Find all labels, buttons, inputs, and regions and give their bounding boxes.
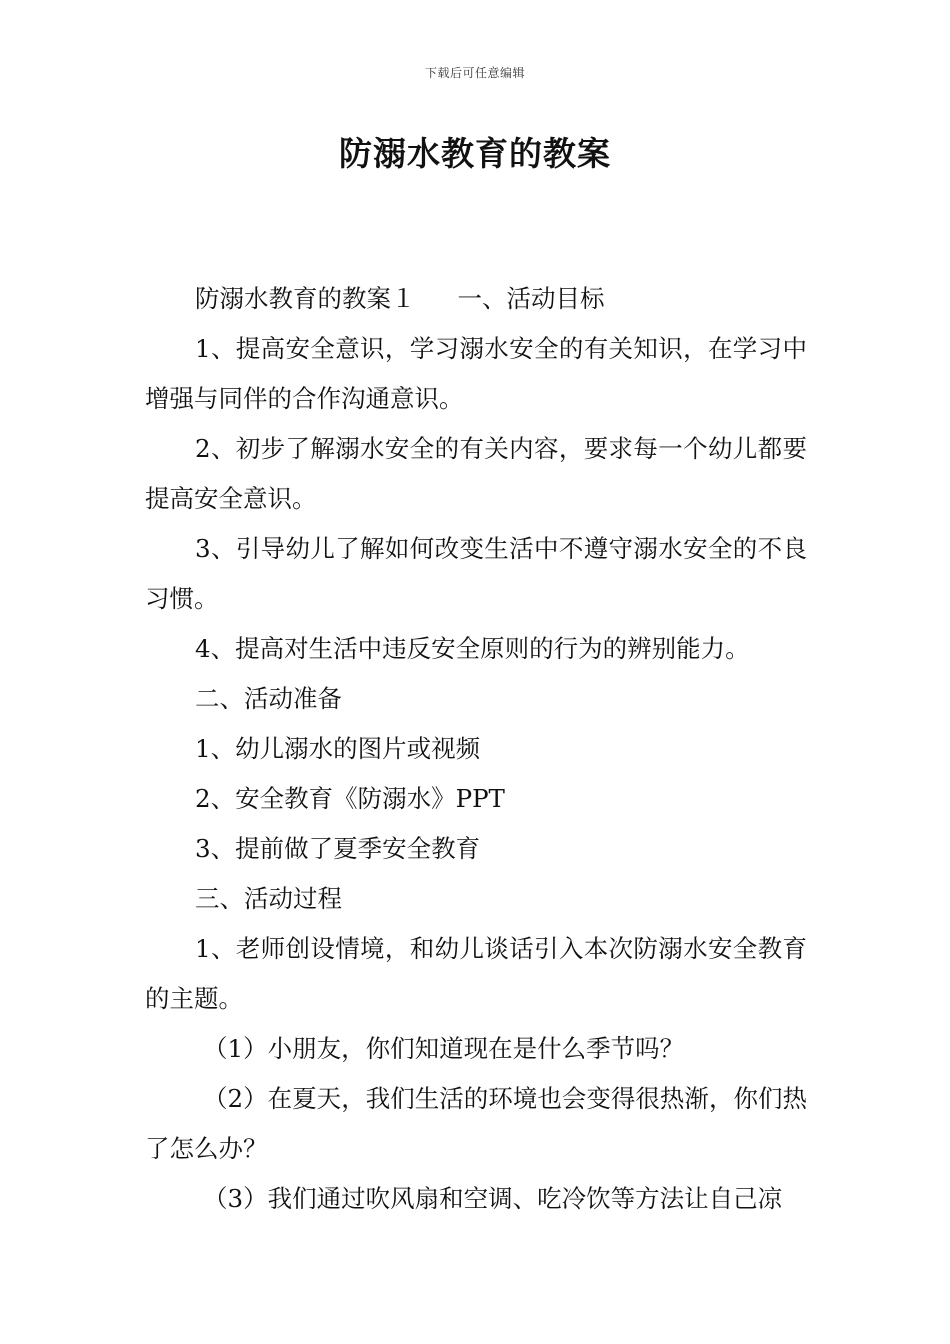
paragraph-prep-2: 2、安全教育《防溺水》PPT: [195, 784, 505, 813]
paragraph-question-2: （2）在夏天，我们生活的环境也会变得很热渐，你们热了怎么办？: [145, 1084, 807, 1163]
header-note: 下载后可任意编辑: [424, 66, 525, 80]
document-body: [145, 274, 807, 1224]
paragraph-prep-3: 3、提前做了夏季安全教育: [195, 834, 481, 863]
document-title: 防溺水教育的教案: [339, 134, 611, 173]
paragraph-goal-3: 3、引导幼儿了解如何改变生活中不遵守溺水安全的不良习惯。: [145, 534, 807, 613]
section-heading-process: 三、活动过程: [195, 884, 342, 913]
paragraph-goal-1: 1、提高安全意识，学习溺水安全的有关知识，在学习中增强与同伴的合作沟通意识。: [145, 334, 807, 413]
paragraph-prep-1: 1、幼儿溺水的图片或视频: [195, 734, 481, 763]
intro-heading: 防溺水教育的教案１: [195, 284, 416, 313]
paragraph-question-1: （1）小朋友，你们知道现在是什么季节吗？: [203, 1034, 685, 1063]
paragraph-goal-4: 4、提高对生活中违反安全原则的行为的辨别能力。: [195, 634, 750, 663]
paragraph-goal-2: 2、初步了解溺水安全的有关内容，要求每一个幼儿都要提高安全意识。: [145, 434, 807, 513]
paragraph-question-3: （3）我们通过吹风扇和空调、吃冷饮等方法让自己凉: [203, 1184, 783, 1213]
section-heading-goals: 一、活动目标: [457, 284, 605, 313]
intro-line: [145, 274, 807, 324]
paragraph-process-1: 1、老师创设情境，和幼儿谈话引入本次防溺水安全教育的主题。: [145, 934, 807, 1013]
section-heading-preparation: 二、活动准备: [195, 684, 342, 713]
